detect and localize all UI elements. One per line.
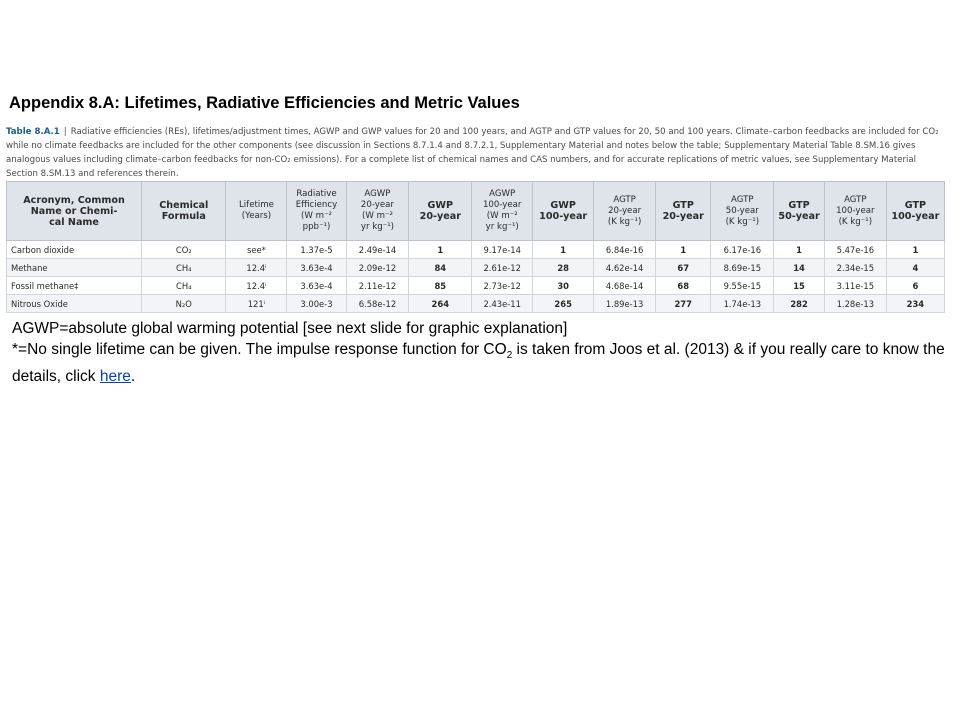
table-cell: 68 — [656, 277, 711, 295]
table-cell: 1 — [533, 241, 594, 259]
column-header — [886, 182, 944, 241]
column-header-line: Chemical — [159, 200, 209, 211]
table-cell: 12.4ⁱ — [226, 259, 287, 277]
table-cell: 9.17e-14 — [472, 241, 533, 259]
column-header — [287, 182, 346, 241]
column-header-line: 20-year — [662, 211, 704, 222]
table-cell: 1.28e-13 — [824, 295, 886, 313]
column-header-line: 20-year — [608, 205, 642, 216]
table-cell: 9.55e-15 — [711, 277, 774, 295]
column-header-line: 100-year — [836, 205, 875, 216]
column-header-line: 100-year — [482, 200, 522, 210]
table-cell: 2.43e-11 — [472, 295, 533, 313]
agwp-definition: AGWP=absolute global warming potential [see next slide for graphic explanation] — [12, 320, 568, 337]
column-header-line: (W m⁻² — [361, 211, 393, 221]
table-cell: N₂O — [142, 295, 226, 313]
column-header-line: Lifetime — [239, 200, 274, 210]
table-cell: 1 — [656, 241, 711, 259]
table-caption — [6, 125, 950, 181]
table-cell: 6.84e-16 — [594, 241, 656, 259]
column-header — [656, 182, 711, 241]
column-header-line: (K kg⁻¹) — [838, 216, 873, 227]
metrics-table-container — [6, 181, 945, 313]
column-header-line: 50-year — [725, 205, 759, 216]
table-cell: 264 — [409, 295, 472, 313]
table-cell: 5.47e-16 — [824, 241, 886, 259]
table-cell: 265 — [533, 295, 594, 313]
table-cell: CH₄ — [142, 259, 226, 277]
table-cell: 14 — [774, 259, 825, 277]
table-cell: 3.63e-4 — [287, 259, 346, 277]
lifetime-footnote — [12, 339, 957, 387]
compound-name-cell: Fossil methane‡ — [7, 277, 142, 295]
column-header-line: (W m⁻² — [486, 211, 518, 221]
column-header — [7, 182, 142, 241]
table-body — [7, 241, 945, 313]
table-cell: CH₄ — [142, 277, 226, 295]
table-row — [7, 277, 945, 295]
table-cell: 3.63e-4 — [287, 277, 346, 295]
table-cell: 85 — [409, 277, 472, 295]
column-header — [346, 182, 409, 241]
co2-subscript: 2 — [506, 350, 513, 362]
column-header-line: 100-year — [539, 211, 588, 222]
caption-text: Radiative efficiencies (REs), lifetimes/adjustment times, AGWP and GWP values for 20 and 100 years, and AGTP and GTP values for 20, 50 and 100 years. Climate–carbon feedbacks are included for CO₂ while no climate feedbacks are included for the other components (see discussion in Sections 8.7.1.4 and 8.7.2.1, Supplementary Material and notes below the table; Supplementary Material Table 8.SM.16 gives analogous values including climate–carbon feedbacks for non-CO₂ emissions). For a complete list of chemical names and CAS numbers, and for accurate replications of metric values, see Supplementary Material Section 8.SM.13 and references therein. — [6, 127, 939, 179]
table-cell: 1 — [409, 241, 472, 259]
compound-name-cell: Nitrous Oxide — [7, 295, 142, 313]
table-cell: 12.4ⁱ — [226, 277, 287, 295]
table-cell: 3.11e-15 — [824, 277, 886, 295]
table-row — [7, 241, 945, 259]
column-header-line: yr kg⁻¹) — [485, 222, 519, 232]
column-header-line: ppb⁻¹) — [302, 222, 331, 232]
table-cell: 30 — [533, 277, 594, 295]
details-link[interactable]: here — [99, 368, 131, 386]
column-header-line: AGTP — [613, 194, 636, 205]
column-header-line: 20-year — [360, 200, 394, 210]
table-cell: 1.37e-5 — [287, 241, 346, 259]
table-cell: 3.00e-3 — [287, 295, 346, 313]
column-header — [472, 182, 533, 241]
table-cell: see* — [226, 241, 287, 259]
table-cell: 28 — [533, 259, 594, 277]
table-cell: 67 — [656, 259, 711, 277]
column-header-line: (K kg⁻¹) — [607, 216, 642, 227]
table-cell: 2.34e-15 — [824, 259, 886, 277]
footnote-text-start: *=No single lifetime can be given. The impulse response function for CO — [12, 341, 507, 358]
column-header-line: GTP — [904, 200, 927, 211]
caption-separator: | — [63, 127, 67, 137]
column-header-line: cal Name — [49, 216, 99, 228]
column-header-line: AGTP — [731, 194, 754, 205]
column-header-line: (K kg⁻¹) — [725, 216, 760, 227]
table-cell: 2.73e-12 — [472, 277, 533, 295]
table-cell: 2.61e-12 — [472, 259, 533, 277]
column-header-line: GWP — [427, 200, 454, 211]
column-header-line: AGWP — [489, 189, 516, 199]
table-row — [7, 295, 945, 313]
column-header-line: 100-year — [891, 211, 940, 222]
slide-title: Appendix 8.A: Lifetimes, Radiative Efficiencies and Metric Values — [9, 94, 520, 112]
table-header-row — [7, 182, 945, 241]
column-header-line: GTP — [788, 200, 810, 211]
column-header — [774, 182, 825, 241]
table-cell: 2.09e-12 — [346, 259, 409, 277]
column-header-line: Acronym, Common — [23, 194, 125, 206]
compound-name-cell: Methane — [7, 259, 142, 277]
column-header — [409, 182, 472, 241]
metrics-table — [6, 181, 945, 313]
compound-name-cell: Carbon dioxide — [7, 241, 142, 259]
column-header-line: (Years) — [241, 211, 272, 221]
column-header-line: GWP — [550, 200, 576, 211]
column-header-line: AGTP — [844, 194, 867, 205]
column-header — [824, 182, 886, 241]
table-cell: 2.49e-14 — [346, 241, 409, 259]
column-header-line: Efficiency — [295, 200, 338, 210]
footnote-text-middle: is taken from Joos et al. (2013) & if you really care to know the details, click — [12, 341, 945, 386]
table-cell: 8.69e-15 — [711, 259, 774, 277]
column-header — [226, 182, 287, 241]
table-cell: 1.74e-13 — [711, 295, 774, 313]
table-cell: 4.62e-14 — [594, 259, 656, 277]
column-header-line: 50-year — [778, 211, 820, 222]
table-cell: 234 — [886, 295, 944, 313]
column-header — [142, 182, 226, 241]
column-header-line: Radiative — [296, 189, 337, 199]
slide-notes — [12, 318, 957, 387]
table-cell: 4.68e-14 — [594, 277, 656, 295]
table-cell: 1.89e-13 — [594, 295, 656, 313]
table-cell: 277 — [656, 295, 711, 313]
column-header — [594, 182, 656, 241]
column-header-line: Name or Chemi- — [30, 205, 118, 217]
column-header-line: (W m⁻² — [301, 211, 332, 221]
column-header-line: Formula — [161, 211, 206, 222]
table-cell: 15 — [774, 277, 825, 295]
column-header — [711, 182, 774, 241]
table-cell: CO₂ — [142, 241, 226, 259]
table-row — [7, 259, 945, 277]
table-cell: 84 — [409, 259, 472, 277]
table-cell: 2.11e-12 — [346, 277, 409, 295]
table-cell: 1 — [886, 241, 944, 259]
table-cell: 6 — [886, 277, 944, 295]
table-cell: 282 — [774, 295, 825, 313]
column-header — [533, 182, 594, 241]
column-header-line: 20-year — [419, 211, 461, 222]
table-cell: 4 — [886, 259, 944, 277]
column-header-line: GTP — [672, 200, 694, 211]
table-cell: 1 — [774, 241, 825, 259]
footnote-period: . — [130, 368, 136, 386]
column-header-line: AGWP — [364, 189, 391, 199]
column-header-line: yr kg⁻¹) — [360, 222, 395, 232]
table-cell: 6.17e-16 — [711, 241, 774, 259]
table-cell: 6.58e-12 — [346, 295, 409, 313]
table-cell: 121ⁱ — [226, 295, 287, 313]
table-label: Table 8.A.1 — [6, 127, 60, 137]
